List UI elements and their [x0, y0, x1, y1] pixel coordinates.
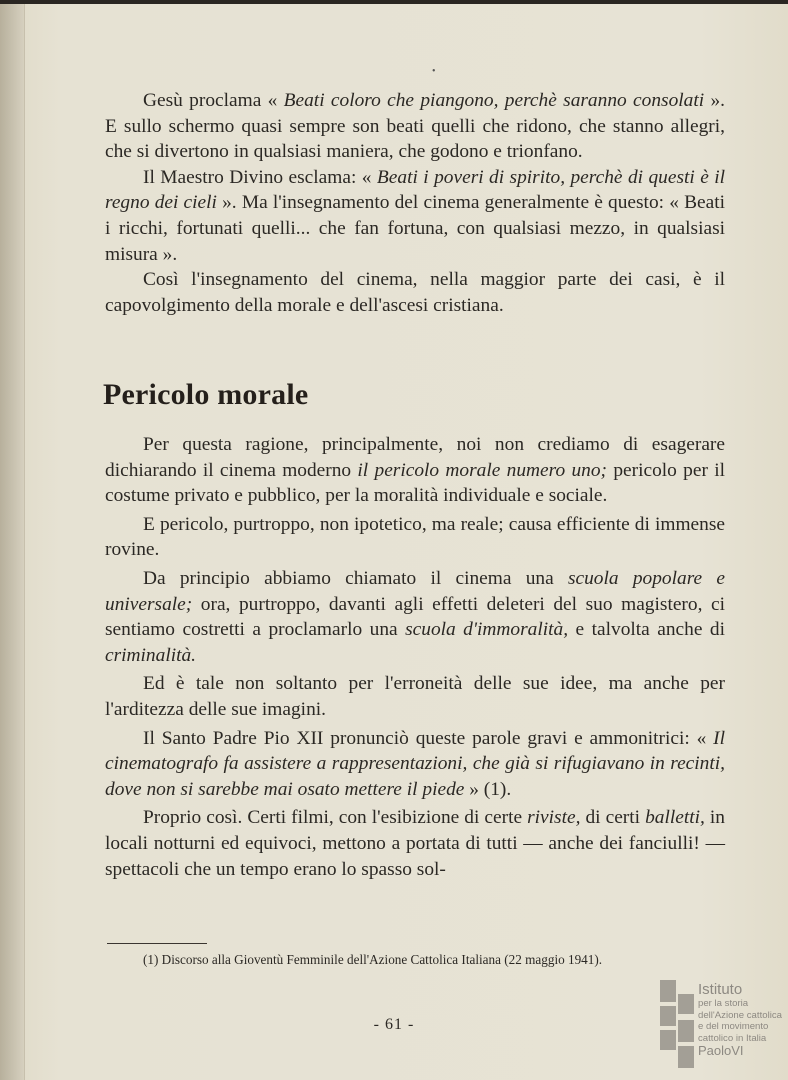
top-paragraphs [105, 88, 725, 318]
footnote [105, 951, 725, 969]
institute-watermark [660, 980, 784, 1070]
main-paragraphs [105, 432, 725, 885]
watermark-line-paolovi: PaoloVI [698, 1043, 744, 1058]
paragraph-beati-piangono: Gesù proclama « Beati coloro che piangono, perchè saranno consolati ». E sullo schermo quasi sempre son beati quelli che ridono, che stanno allegri, che si divertono in qualsiasi maniera, che godono e trionfano. [105, 90, 726, 163]
ink-dot: • [432, 66, 436, 77]
paragraph-pio-xii: Il Santo Padre Pio XII pronunciò queste parole gravi e ammonitrici: « Il cinematografo fa assistere a rappresentazioni, che già si rifugiavano in recinti, dove non si sarebbe mai osato mettere il piede » (1). [105, 727, 725, 800]
watermark-text [698, 982, 782, 1058]
paragraph-pericolo-numero-uno: Per questa ragione, principalmente, noi non crediamo di esagerare dichiarando il cinema moderno il pericolo morale numero uno; pericolo per il costume privato e pubblico, per la moralità individuale e sociale. [105, 434, 725, 507]
paragraph-capovolgimento: Così l'insegnamento del cinema, nella maggior parte dei casi, è il capovolgimento della morale e dell'ascesi cristiana. [105, 269, 725, 316]
watermark-line-4: e del movimento [698, 1021, 769, 1032]
footnote-divider [107, 943, 207, 944]
page-gutter [0, 4, 25, 1080]
paragraph-scuola: Da principio abbiamo chiamato il cinema una scuola popolare e universale; ora, purtroppo, davanti agli effetti deleteri del suo magistero, ci sentiamo costretti a proclamarlo una scuola d'immoralità, e talvolta anche di criminalità. [105, 567, 725, 666]
paragraph-beati-poveri: Il Maestro Divino esclama: « Beati i poveri di spirito, perchè di questi è il regno dei cieli ». Ma l'insegnamento del cinema generalmente è questo: « Beati i ricchi, fortunati quelli... che fan fortuna, con qualsiasi mezzo, in qualsiasi misura ». [105, 166, 726, 265]
book-page [0, 4, 788, 1080]
watermark-line-istituto: Istituto [698, 981, 743, 998]
paragraph-proprio-cosi: Proprio così. Certi filmi, con l'esibizione di certe riviste, di certi balletti, in locali notturni ed equivoci, mettono a portata di tutti — anche dei fanciulli! — spettacoli che un tempo erano lo spasso sol- [105, 807, 725, 880]
watermark-line-5: cattolico in Italia [698, 1032, 767, 1044]
footnote-text: (1) Discorso alla Gioventù Femminile dell'Azione Cattolica Italiana (22 maggio 1941). [143, 952, 603, 967]
section-heading: Pericolo morale [103, 378, 309, 411]
isacem-logo-mark [660, 980, 696, 1070]
watermark-line-2: per la storia [698, 998, 749, 1009]
paragraph-pericolo-reale: E pericolo, purtroppo, non ipotetico, ma reale; causa efficiente di immense rovine. [105, 513, 725, 561]
watermark-line-3: dell'Azione cattolica [698, 1009, 782, 1021]
page-number: - 61 - [373, 1016, 415, 1033]
paragraph-arditezza: Ed è tale non soltanto per l'erroneità delle sue idee, ma anche per l'arditezza delle sue imagini. [105, 673, 725, 720]
